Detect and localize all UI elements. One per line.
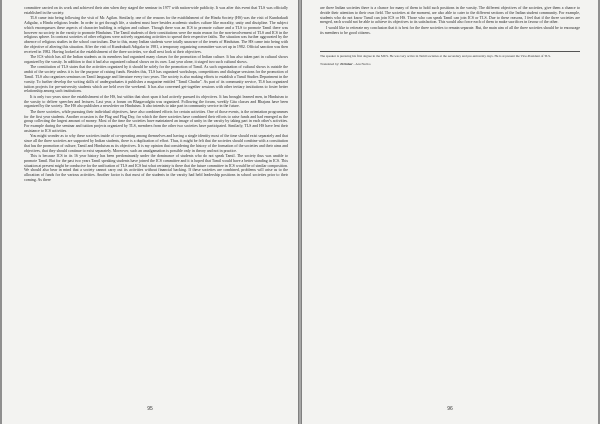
translator-suffix: - Aru Nu Ko <box>353 62 371 67</box>
left-paragraph: You might wonder as to why these societies inside of co-operating among themselves and having a single identity most of the time should exist separately and that since all the three societies are supported by Indian students, there is a duplication of effort. Thus, it might be felt that the societies should combine with a constitution that has the promotion of culture, Tamil and Hinduism as its objectives. It is my opinion that considering the history of the formation of the societies and their aims and objectives, that they should continue to exist separately. Moreover, such an amalgamation is possible only in theory and not in practice. <box>24 133 288 153</box>
left-paragraph: TLS came into being following the visit of Mr. Agilan. Similarly, one of the reasons for the establishment of the Hindu Society (HS) was the visit of Kundrakudi Adigalar, a Hindu religious leader. In order to get through life, a student must have besides academic studies culture like morality, unity and discipline. The subject which encompasses these aspects of character building is religion and culture. Though there was an ICS to promote culture and a TLS to promote Tamil there was however no society in the varsity to promote Hinduism. The Tamil students of their constitutions were the main reason for the non-involvement of TLS and ICS in the religious sphere. In contrast societies of other religions were actively organizing activities to spread their respective faiths. The situation was further aggravated by the absence of religious studies in the school curriculum. Due to this, many Indian students were totally unaware of the tenets of Hinduism. The HS came into being with the objective of altering this situation. After the visit of Kundrakudi Adigalar in 1981, a temporary organizing committee was set up in 1982. Official sanction was then received in 1982. Having looked at the establishment of the three societies, we shall next look at their objectives. <box>24 15 288 54</box>
left-paragraph: The constitution of TLS states that the activities organized by it should be solely for the promotion of Tamil. As such organization of cultural shows is outside the ambit of the society unless it is for the purpose of raising funds. Besides this, TLS has organized workshops, competitions and dialogue sessions for the promotion of Tamil. TLS also organizes seminars on Tamil language and literature every two years. The society is also making efforts to establish a Tamil Studies Department in the varsity. To further develop the writing skills of undergraduates it publishes a magazine entitled "Tamil Chudar". As part of its community service, TLS has organized tuition projects for pre-university students which are held over the weekend. It has also convened get-together sessions with other tertiary institutions to foster better relationship among such institutions. <box>24 64 288 94</box>
left-paragraph: This is because ICS in its 16 year history has been predominantly under the dominance of students who do not speak Tamil. The society thus was unable to promote Tamil. But for the past two years Tamil speaking students have joined the ICS committee and it is hoped that Tamil would have a better standing in ICS. This situation at present might be conducive for the unification of TLS and ICS but what certainty is there that the future committee in ICS would be of similar composition. We should also bear in mind that a society cannot carry out its activities without financial backing. If these societies are combined, problems will arise as to the allocation of funds for the various activities. Another factor is that most of the students in the varsity had held leadership positions in school societies prior to their coming. As there <box>24 153 289 183</box>
right-page-body <box>320 6 580 35</box>
left-paragraph: The ICS which has all the Indian students as its members had organized many classes for the promotion of Indian culture. It has also taken part in cultural shows organized by the varsity. In addition to that it had also organized cultural shows on its own. Last year alone, it staged two such cultural shows. <box>24 54 288 64</box>
left-paragraph: committee carried on its work and achieved their aim when they staged the seminar in 1977 with nation-wide publicity. It was after this event that TLS was officially established in the society. <box>24 5 288 15</box>
translator-credit <box>320 62 580 66</box>
right-paragraph: I would like to reiterate my conclusion that it is best for the three societies to remain separate. But, the main aim of all the three societies should be to encourage its members to be good citizens. <box>320 24 580 35</box>
left-paragraph: It is only two years since the establishment of the HS, but within that short span it had actively pursued its objectives. It has brought learned men, in Hinduism to the varsity to deliver speeches and lectures. Last year, a forum on Bhagavadgita was organized. Following the forum, weekly Gita classes and Bhajans have been organized by the society. The HS also publishes a newsletter on Hinduism. It also intends to take part in community service in the future. <box>24 93 288 109</box>
translator-name: Perinbar <box>340 62 353 67</box>
left-paragraph: The three societies, while pursuing their individual objectives, have also combined efforts for certain activities. One of those events, is the orientation programmes for the first year students. Another occasion is the Flag and Flag Day, for which the three societies have combined their efforts to raise funds and had emerged as the group collecting the largest amount of money. Most of the time the societies have maintained an image of unity in the varsity by taking part in each other's activities. For example during the seminar and tuition projects organized by TLS, members from the other two societies have participated. Similarly, TLS and HS have lent their assistance to ICS activities. <box>24 108 288 133</box>
author-footnote: The speaker is pursuing his first degree in the MUS. He was very active in Tamil societies at the secondary and pre-university days. He is at present the Vice-President of TLS. <box>320 54 551 59</box>
left-page-body <box>24 6 288 183</box>
footnote-divider <box>320 51 580 52</box>
page-number: 96 <box>447 406 453 412</box>
left-page <box>2 0 298 424</box>
translator-label: Translated by: <box>320 62 340 67</box>
page-number: 95 <box>147 406 153 412</box>
right-paragraph: are three Indian societies there is a chance for many of them to hold such positions in the varsity. The different objectives of the societies, give them a chance to decide their attention to their own field. The societies at the moment, are also able to cater to the different sections of the Indian student community. For example, students who do not know Tamil can join ICS or HS. Those who can speak Tamil can join ICS or TLS. Due to these reasons, I feel that if the three societies are merged, each would not be able to achieve its objectives to its satisfaction. This would also force each of them to make sacrifices in favour of the other. <box>320 5 580 25</box>
right-page <box>302 0 598 424</box>
